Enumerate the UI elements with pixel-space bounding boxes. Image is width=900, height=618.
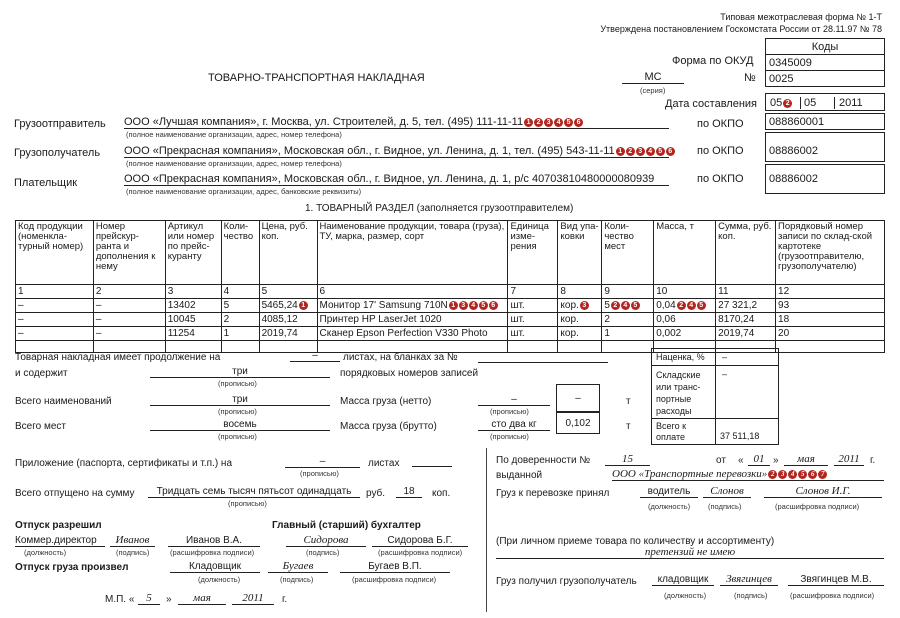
table-cell: 8 — [558, 285, 602, 299]
appendix-line — [412, 466, 452, 467]
table-cell: 5 — [259, 285, 317, 299]
table-cell — [558, 341, 602, 353]
table-cell: шт. — [508, 299, 558, 313]
places-value: восемь — [150, 419, 330, 431]
received-signature-hint: (подпись) — [734, 591, 768, 600]
accepted-position-hint: (должность) — [648, 502, 691, 511]
proxy-g: г. — [870, 455, 876, 466]
table-cell: – — [16, 299, 94, 313]
series-value: МС — [622, 71, 684, 84]
number-label: № — [744, 72, 756, 84]
total-label: Всего к оплате — [656, 421, 687, 442]
table-cell: Номер прейскур-ранта и дополнения к нему — [93, 221, 165, 285]
table-cell: 10045 — [165, 313, 221, 327]
table-cell: Код продукции (номенкла-турный номер) — [16, 221, 94, 285]
table-row — [16, 313, 885, 327]
consignee-okpo-label: по ОКПО — [697, 145, 744, 157]
codes-table — [765, 38, 885, 87]
released-position: Кладовщик — [170, 561, 260, 573]
warehouse-label: Складские или транс-портные расходы — [656, 370, 701, 416]
accepted-name-hint: (расшифровка подписи) — [775, 502, 860, 511]
table-cell: 2019,74 — [716, 327, 776, 341]
warehouse-value: – — [722, 369, 728, 379]
table-cell — [221, 341, 259, 353]
net-box: – — [556, 384, 600, 412]
proxy-q-open: « — [738, 455, 744, 466]
accountant-name-hint: (расшифровка подписи) — [378, 548, 463, 557]
shipper-okpo-label: по ОКПО — [697, 118, 744, 130]
marker-badge: 6 — [808, 470, 817, 479]
received-name-hint: (расшифровка подписи) — [790, 591, 875, 600]
names-label: Всего наименований — [15, 396, 112, 407]
cargo-accepted: Груз к перевозке принял — [496, 488, 610, 499]
kop-value: 18 — [396, 486, 422, 498]
and-contains: и содержит — [15, 368, 68, 379]
table-cell — [93, 341, 165, 353]
table-cell — [602, 341, 654, 353]
continuation-label: Товарная накладная имеет продолжение на — [15, 352, 221, 363]
table-cell: – — [93, 313, 165, 327]
table-cell — [16, 341, 94, 353]
table-cell: Сумма, руб. коп. — [716, 221, 776, 285]
marker-badge: 4 — [646, 147, 655, 156]
gross-label: Масса груза (брутто) — [340, 421, 437, 432]
released-sum-label: Всего отпущено на сумму — [15, 488, 135, 499]
table-cell — [165, 341, 221, 353]
t1: т — [626, 396, 631, 407]
records-value: три — [150, 366, 330, 378]
date-year: 2011 — [834, 97, 863, 109]
mp-year: 2011 — [232, 592, 274, 605]
net-hint: (прописью) — [490, 407, 529, 416]
kop-label: коп. — [432, 488, 451, 499]
table-cell: 1 — [221, 327, 259, 341]
table-row — [16, 327, 885, 341]
appendix-hint: (прописью) — [300, 469, 339, 478]
appendix-value: – — [285, 456, 360, 468]
table-cell: 9 — [602, 285, 654, 299]
marker-badge: 5 — [631, 301, 640, 310]
accountant-name: Сидорова Б.Г. — [372, 535, 468, 547]
table-cell: 5 — [221, 299, 259, 313]
table-cell: Принтер HP LaserJet 1020 — [317, 313, 508, 327]
accepted-signature: Слонов — [703, 485, 751, 498]
proxy-month: мая — [784, 453, 828, 466]
received-label: Груз получил грузополучатель — [496, 576, 637, 587]
places-label: Всего мест — [15, 421, 67, 432]
mp-label: М.П. « — [105, 594, 135, 605]
table-cell: 5 2 4 5 — [602, 299, 654, 313]
released-position-hint: (должность) — [198, 575, 241, 584]
cargo-released: Отпуск груза произвел — [15, 562, 129, 573]
table-cell: Сканер Epson Perfection V330 Photo — [317, 327, 508, 341]
marker-badge: 4 — [469, 301, 478, 310]
rub-label: руб. — [366, 488, 386, 499]
okud-value: 0345009 — [766, 55, 885, 71]
table-cell: Коли-чество мест — [602, 221, 654, 285]
table-cell: 3 — [165, 285, 221, 299]
accountant-signature-hint: (подпись) — [306, 548, 340, 557]
table-cell: 4 — [221, 285, 259, 299]
table-cell: 10 — [654, 285, 716, 299]
goods-table — [15, 220, 885, 353]
marker-badge: 1 — [449, 301, 458, 310]
marker-badge: 4 — [788, 470, 797, 479]
personal-receipt: (При личном приеме товара по количеству и ассортименту) — [496, 536, 775, 547]
released-signature-hint: (подпись) — [280, 575, 314, 584]
okud-label: Форма по ОКУД — [672, 55, 754, 67]
table-cell: 1 — [16, 285, 94, 299]
table-cell: шт. — [508, 313, 558, 327]
totals-line-2 — [651, 418, 779, 419]
records-label: порядковых номеров записей — [340, 368, 479, 379]
issued-value: ООО «Транспортные перевозки» 2 3 4 5 6 7 — [612, 468, 884, 481]
table-cell — [317, 341, 508, 353]
received-position-hint: (должность) — [664, 591, 707, 600]
marker-badge: 4 — [687, 301, 696, 310]
proxy-year: 2011 — [834, 453, 864, 466]
table-cell: 5465,24 1 — [259, 299, 317, 313]
appendix-label: Приложение (паспорта, сертификаты и т.п.) на — [15, 458, 233, 469]
marker-badge: 1 — [524, 118, 533, 127]
marker-badge: 2 — [626, 147, 635, 156]
shipper-value: ООО «Лучшая компания», г. Москва, ул. Строителей, д. 5, тел. (495) 111-11-11 1 2 3 4 5 6 — [124, 116, 669, 129]
marker-badge: 4 — [554, 118, 563, 127]
table-cell: 2 — [93, 285, 165, 299]
table-cell: – — [16, 313, 94, 327]
table-cell: – — [93, 299, 165, 313]
marker-badge: 5 — [564, 118, 573, 127]
mp-close: » — [166, 594, 172, 605]
table-cell — [776, 341, 885, 353]
payer-okpo-label: по ОКПО — [697, 173, 744, 185]
marker-badge: 1 — [616, 147, 625, 156]
table-cell: 1 — [602, 327, 654, 341]
allowed-signature: Иванов — [110, 534, 155, 547]
records-hint: (прописью) — [218, 379, 257, 388]
table-cell: – — [93, 327, 165, 341]
received-position: кладовщик — [652, 574, 714, 586]
consignee-label: Грузополучатель — [14, 147, 101, 159]
bottom-divider — [486, 448, 487, 612]
consignee-value: ООО «Прекрасная компания», Московская обл., г. Видное, ул. Ленина, д. 1, тел. (495) 543-11-11 1 2 3 4 5 6 — [124, 145, 669, 158]
markup-value: – — [722, 352, 728, 362]
table-cell: 6 — [317, 285, 508, 299]
proxy-label: По доверенности № — [496, 455, 591, 466]
shipper-label: Грузоотправитель — [14, 118, 106, 130]
release-allowed: Отпуск разрешил — [15, 520, 102, 531]
date-label: Дата составления — [665, 98, 757, 110]
names-value: три — [150, 394, 330, 406]
consignee-hint: (полное наименование организации, адрес, номер телефона) — [126, 159, 342, 168]
marker-badge: 6 — [666, 147, 675, 156]
table-cell: 2 — [602, 313, 654, 327]
total-value: 37 511,18 — [720, 431, 760, 441]
table-cell: Артикул или номер по прейс-куранту — [165, 221, 221, 285]
proxy-number: 15 — [605, 453, 650, 466]
mp-g: г. — [282, 594, 288, 605]
marker-badge: 2 — [783, 99, 792, 108]
accepted-name: Слонов И.Г. — [764, 485, 882, 498]
received-name: Звягинцев М.В. — [788, 574, 884, 586]
sheets-on-forms: листах, на бланках за № — [343, 352, 458, 363]
marker-badge: 2 — [677, 301, 686, 310]
table-cell: 20 — [776, 327, 885, 341]
chief-accountant: Главный (старший) бухгалтер — [272, 520, 421, 531]
names-hint: (прописью) — [218, 407, 257, 416]
places-hint: (прописью) — [218, 432, 257, 441]
table-cell: 2 — [221, 313, 259, 327]
mp-day: 5 — [138, 592, 160, 605]
released-sum-hint: (прописью) — [228, 499, 267, 508]
shipper-hint: (полное наименование организации, адрес, номер телефона) — [126, 130, 342, 139]
number-value: 0025 — [766, 71, 885, 87]
marker-badge: 5 — [479, 301, 488, 310]
payer-label: Плательщик — [14, 177, 78, 189]
marker-badge: 2 — [611, 301, 620, 310]
codes-label: Коды — [766, 39, 885, 55]
marker-badge: 2 — [534, 118, 543, 127]
table-cell: 27 321,2 — [716, 299, 776, 313]
form-type: Типовая межотраслевая форма № 1-Т — [720, 12, 882, 22]
table-cell: 18 — [776, 313, 885, 327]
proxy-from: от — [716, 455, 726, 466]
date-day: 05 2 — [770, 97, 792, 109]
table-cell: кор. — [558, 313, 602, 327]
table-header-row — [16, 221, 885, 285]
table-cell: 0,002 — [654, 327, 716, 341]
forms-line — [478, 362, 608, 363]
payer-value: ООО «Прекрасная компания», Московская обл., г. Видное, ул. Ленина, д. 1, р/с 40703810480000080939 — [124, 173, 669, 186]
allowed-position-hint: (должность) — [24, 548, 67, 557]
gross-value: сто два кг — [478, 419, 550, 431]
claims: претензий не имею — [496, 546, 884, 559]
table-cell: кор. 3 — [558, 299, 602, 313]
table-cell: 4085,12 — [259, 313, 317, 327]
table-cell: Единица изме-рения — [508, 221, 558, 285]
table-cell: кор. — [558, 327, 602, 341]
received-signature: Звягинцев — [720, 573, 778, 586]
consignee-okpo: 08886002 — [765, 132, 885, 162]
table-cell: – — [16, 327, 94, 341]
accepted-signature-hint: (подпись) — [708, 502, 742, 511]
table-number-row — [16, 285, 885, 299]
section-title: 1. ТОВАРНЫЙ РАЗДЕЛ (заполняется грузоотправителем) — [305, 203, 574, 214]
table-row — [16, 299, 885, 313]
table-cell: 2019,74 — [259, 327, 317, 341]
table-cell: Монитор 17' Samsung 710N 1 3 4 5 6 — [317, 299, 508, 313]
released-name: Бугаев В.П. — [340, 561, 450, 573]
proxy-q-close: » — [773, 455, 779, 466]
table-cell: 8170,24 — [716, 313, 776, 327]
marker-badge: 3 — [459, 301, 468, 310]
continuation-value: – — [290, 350, 340, 362]
table-cell: Наименование продукции, товара (груза), ТУ, марка, размер, сорт — [317, 221, 508, 285]
payer-hint: (полное наименование организации, адрес, банковские реквизиты) — [126, 187, 362, 196]
table-cell: Вид упа-ковки — [558, 221, 602, 285]
released-sum-value: Тридцать семь тысяч пятьсот одинадцать — [148, 486, 360, 498]
totals-line-1 — [651, 365, 779, 366]
mp-month: мая — [178, 592, 226, 605]
issued-label: выданной — [496, 470, 543, 481]
marker-badge: 3 — [636, 147, 645, 156]
marker-badge: 5 — [656, 147, 665, 156]
table-cell: 13402 — [165, 299, 221, 313]
table-cell: 0,06 — [654, 313, 716, 327]
net-label: Масса груза (нетто) — [340, 396, 432, 407]
table-cell: 11254 — [165, 327, 221, 341]
markup-label: Наценка, % — [656, 352, 705, 362]
marker-badge: 7 — [818, 470, 827, 479]
allowed-name-hint: (расшифровка подписи) — [170, 548, 255, 557]
released-name-hint: (расшифровка подписи) — [352, 575, 437, 584]
accepted-position: водитель — [640, 486, 698, 498]
allowed-name: Иванов В.А. — [168, 535, 260, 547]
table-cell: 7 — [508, 285, 558, 299]
accountant-signature: Сидорова — [286, 534, 366, 547]
totals-divider — [715, 348, 716, 445]
marker-badge: 6 — [574, 118, 583, 127]
marker-badge: 6 — [489, 301, 498, 310]
series-label: (серия) — [640, 86, 666, 95]
payer-okpo: 08886002 — [765, 164, 885, 194]
approved-note: Утверждена постановлением Госкомстата России от 28.11.97 № 78 — [600, 24, 882, 34]
doc-title: ТОВАРНО-ТРАНСПОРТНАЯ НАКЛАДНАЯ — [208, 72, 425, 84]
gross-hint: (прописью) — [490, 432, 529, 441]
marker-badge: 3 — [544, 118, 553, 127]
allowed-signature-hint: (подпись) — [116, 548, 150, 557]
table-cell: 0,04 2 4 5 — [654, 299, 716, 313]
marker-badge: 2 — [768, 470, 777, 479]
allowed-position: Коммер.директор — [15, 535, 105, 547]
table-cell — [508, 341, 558, 353]
table-cell: Коли-чество — [221, 221, 259, 285]
proxy-day: 01 — [748, 453, 770, 466]
marker-badge: 5 — [697, 301, 706, 310]
marker-badge: 3 — [778, 470, 787, 479]
table-cell: шт. — [508, 327, 558, 341]
marker-badge: 1 — [299, 301, 308, 310]
shipper-okpo: 088860001 — [765, 113, 885, 130]
table-cell: 93 — [776, 299, 885, 313]
marker-badge: 4 — [621, 301, 630, 310]
net-value: – — [478, 394, 550, 406]
table-cell: Порядковый номер записи по склад-ской картотеке (грузоотправителю, грузополучателю) — [776, 221, 885, 285]
table-cell: Цена, руб. коп. — [259, 221, 317, 285]
t2: т — [626, 421, 631, 432]
table-cell: 11 — [716, 285, 776, 299]
date-month: 05 — [800, 97, 816, 109]
marker-badge: 5 — [798, 470, 807, 479]
table-cell: 12 — [776, 285, 885, 299]
released-signature: Бугаев — [268, 560, 328, 573]
marker-badge: 3 — [580, 301, 589, 310]
table-cell: Масса, т — [654, 221, 716, 285]
appendix-sheets: листах — [368, 458, 400, 469]
gross-box: 0,102 — [556, 412, 600, 434]
